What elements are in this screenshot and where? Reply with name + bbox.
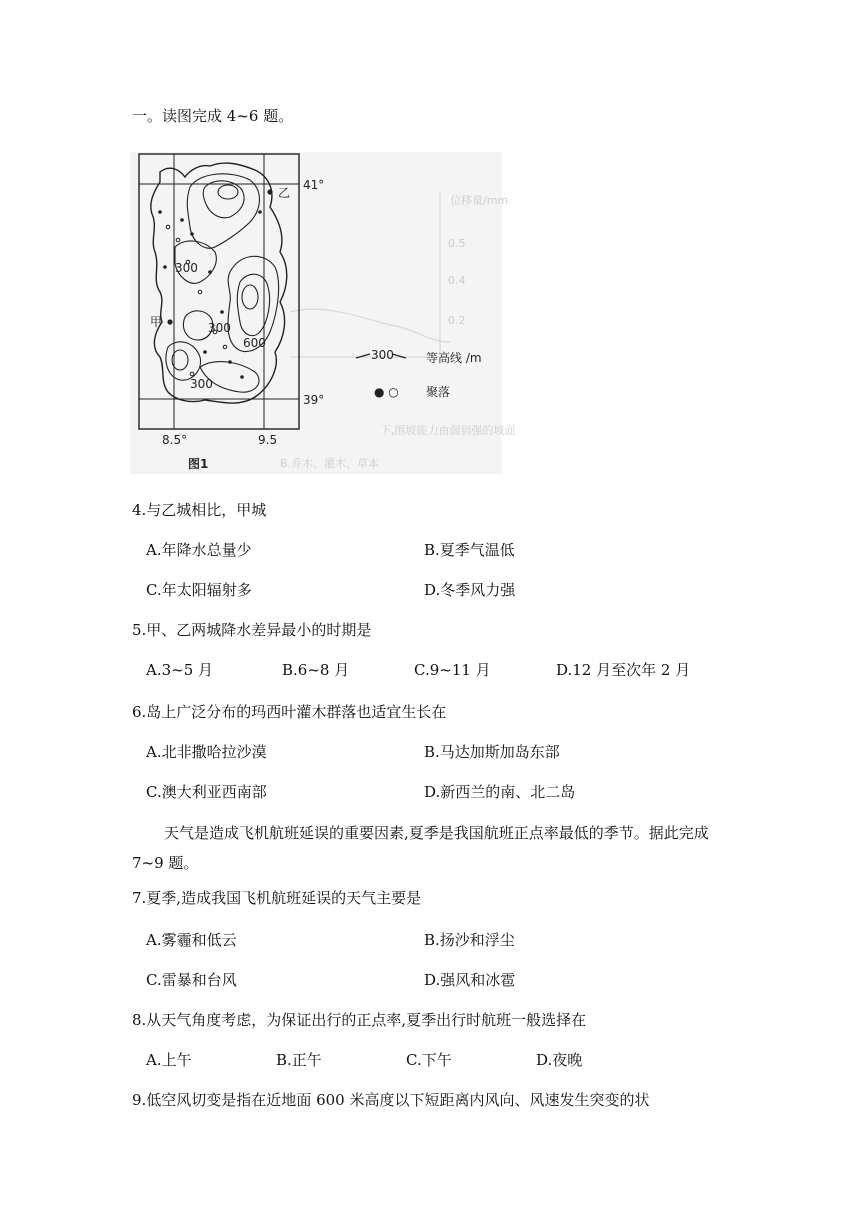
svg-text:位移量/mm: 位移量/mm bbox=[450, 194, 509, 207]
question-7-option-c: C.雷暴和台风 bbox=[146, 971, 237, 989]
lat-top-label: 41° bbox=[303, 178, 325, 192]
question-7-option-a: A.雾霾和低云 bbox=[146, 931, 237, 949]
question-6-option-b: B.马达加斯加岛东部 bbox=[424, 743, 560, 761]
lon-right-label: 9.5 bbox=[258, 433, 278, 447]
svg-text:0.5: 0.5 bbox=[448, 237, 466, 250]
question-4-option-b: B.夏季气温低 bbox=[424, 541, 515, 559]
question-7-stem: 7.夏季,造成我国飞机航班延误的天气主要是 bbox=[132, 889, 422, 907]
legend-settlement-symbol: ● ○ bbox=[374, 385, 399, 399]
lat-bottom-label: 39° bbox=[303, 393, 325, 407]
city-jia-dot bbox=[167, 319, 172, 324]
section-heading: 一。读图完成 4~6 题。 bbox=[132, 107, 294, 125]
question-6-option-d: D.新西兰的南、北二岛 bbox=[424, 783, 576, 801]
question-9-stem: 9.低空风切变是指在近地面 600 米高度以下短距离内风向、风速发生突变的状 bbox=[132, 1091, 650, 1109]
city-yi-dot bbox=[267, 189, 272, 194]
lon-left-label: 8.5° bbox=[162, 433, 188, 447]
svg-text:0.2: 0.2 bbox=[448, 314, 466, 327]
city-jia-label: 甲 bbox=[150, 315, 163, 329]
question-4-option-d: D.冬季风力强 bbox=[424, 581, 516, 599]
question-8-option-c: C.下午 bbox=[406, 1051, 452, 1069]
question-5-option-c: C.9~11 月 bbox=[414, 661, 491, 679]
question-8-option-b: B.正午 bbox=[276, 1051, 322, 1069]
contour-label-600: 600 bbox=[243, 336, 266, 350]
svg-text:下,围坡能力由弱到强的坡面: 下,围坡能力由弱到强的坡面 bbox=[380, 424, 516, 437]
svg-text:0.4: 0.4 bbox=[448, 274, 466, 287]
figure-caption: 图1 bbox=[188, 457, 209, 471]
contour-label-300-a: 300 bbox=[175, 261, 198, 275]
question-5-option-d: D.12 月至次年 2 月 bbox=[556, 661, 691, 679]
passage bbox=[132, 818, 732, 878]
city-yi-label: 乙 bbox=[278, 186, 291, 200]
legend-contour-label: 等高线 /m bbox=[426, 351, 482, 365]
question-4-option-c: C.年太阳辐射多 bbox=[146, 581, 252, 599]
question-6-option-a: A.北非撒哈拉沙漠 bbox=[146, 743, 267, 761]
contour-label-300-c: 300 bbox=[190, 377, 213, 391]
question-5-option-a: A.3~5 月 bbox=[146, 661, 214, 679]
legend-settlement-label: 聚落 bbox=[426, 385, 451, 399]
question-8-stem: 8.从天气角度考虑，为保证出行的正点率,夏季出行时航班一般选择在 bbox=[132, 1011, 587, 1029]
contour-label-300-b: 300 bbox=[208, 321, 231, 335]
question-8-option-d: D.夜晚 bbox=[536, 1051, 583, 1069]
question-5-option-b: B.6~8 月 bbox=[282, 661, 350, 679]
question-7-option-b: B.扬沙和浮尘 bbox=[424, 931, 515, 949]
question-4-option-a: A.年降水总量少 bbox=[146, 541, 252, 559]
question-6-stem: 6.岛上广泛分布的玛西叶灌木群落也适宜生长在 bbox=[132, 703, 447, 721]
question-8-option-a: A.上午 bbox=[146, 1051, 192, 1069]
figure-map bbox=[130, 152, 516, 474]
question-7-option-d: D.强风和冰雹 bbox=[424, 971, 516, 989]
question-6-option-c: C.澳大利亚西南部 bbox=[146, 783, 267, 801]
question-4-stem: 4.与乙城相比，甲城 bbox=[132, 501, 267, 519]
svg-text:B.乔木、灌木、草本: B.乔木、灌木、草本 bbox=[280, 457, 380, 470]
question-5-stem: 5.甲、乙两城降水差异最小的时期是 bbox=[132, 621, 372, 639]
passage-text: 天气是造成飞机航班延误的重要因素,夏季是我国航班正点率最低的季节。据此完成 7~9 题。 bbox=[132, 824, 709, 872]
legend-contour-value: 300 bbox=[371, 348, 394, 362]
